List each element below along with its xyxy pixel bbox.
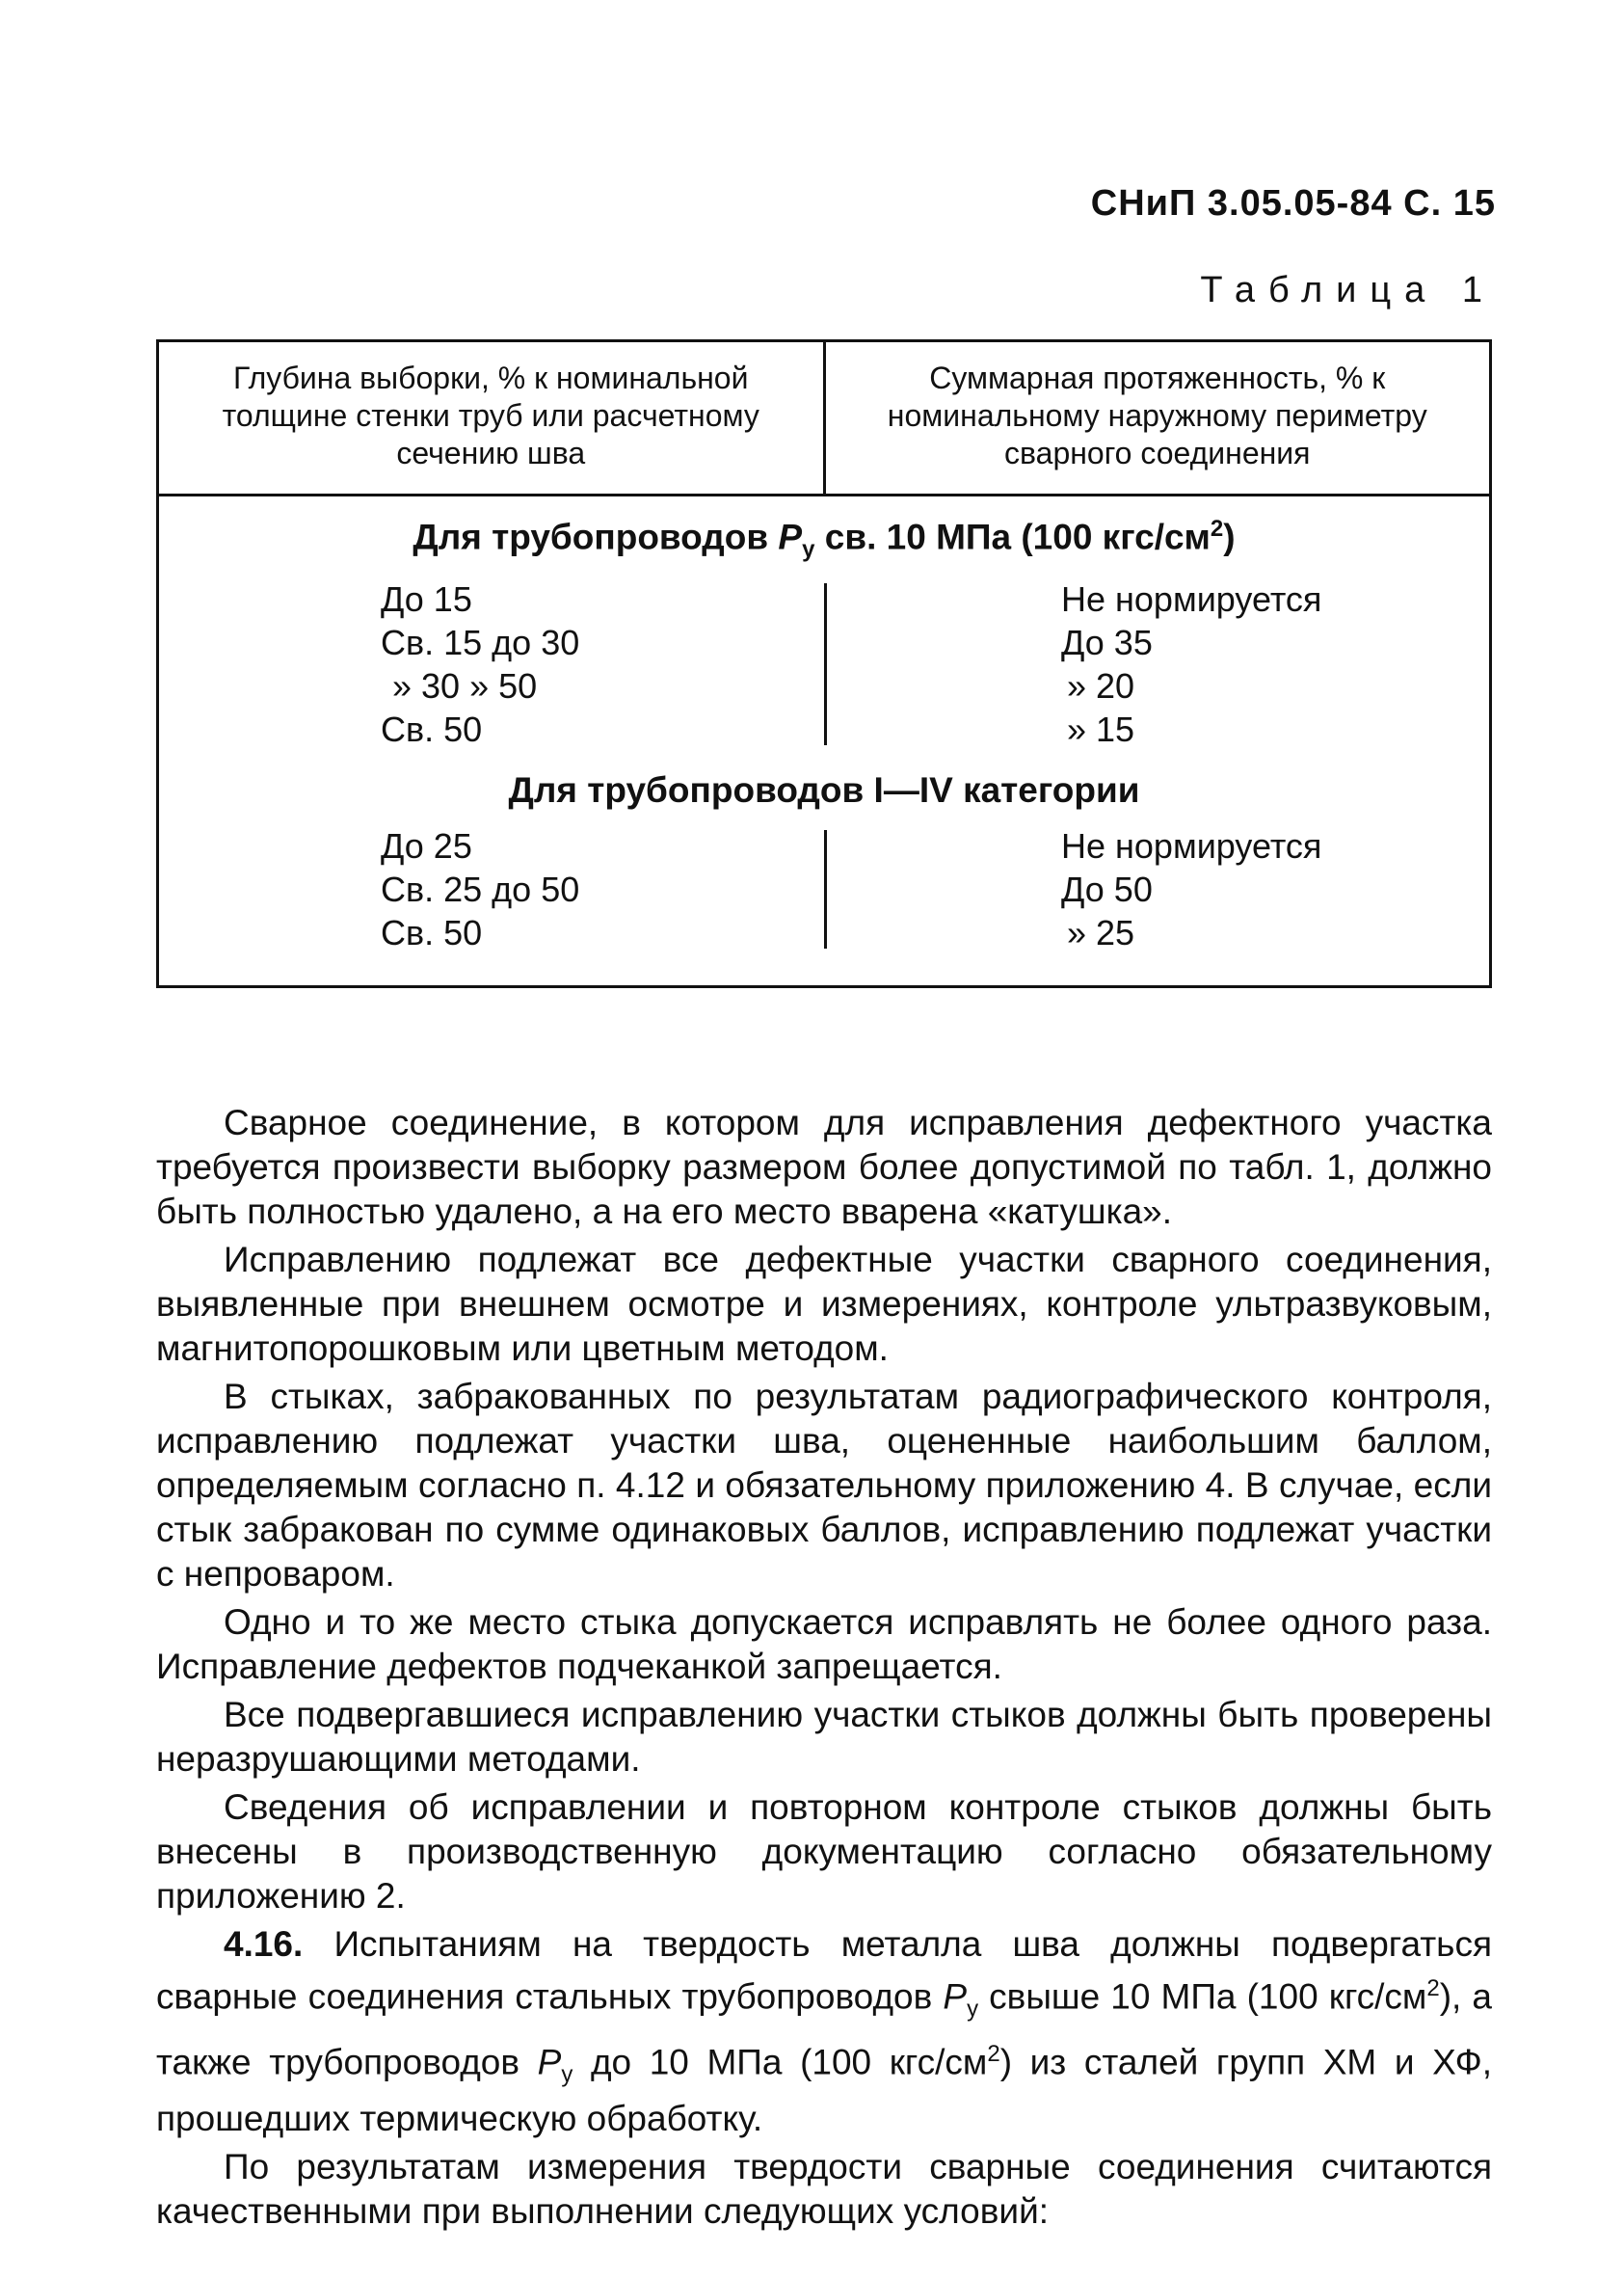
section-title-high-pressure: Для трубопроводов $P_у$ св. 10 МПа (100 кгс/$см^2$): [413, 516, 1236, 563]
paragraph: Одно и то же место стыка допускается исправлять не более одного раза. Исправление дефектов подчеканкой запрещается.: [156, 1602, 1492, 1686]
table-cell: » 15: [1067, 709, 1135, 749]
table-cell: До 15: [381, 578, 472, 619]
paragraph: Исправлению подлежат все дефектные участки сварного соединения, выявленные при внешнем осмотре и измерениях, контроле ультразвуковым, магнитопорошковым или цветным методом.: [156, 1240, 1492, 1368]
column-divider: [824, 830, 827, 949]
table-caption: Таблица 1: [1200, 270, 1496, 310]
section-rows-categories: [159, 824, 1489, 954]
paragraph-4-16: 4.16. Испытаниям на твердость металла шва должны подвергаться сварные соединения стальных трубопроводов $P_у$ свыше 10 МПа (100 кгс/$см^2$), а также трубопроводов $P_у$ до 10 МПа (100 кгс/$см^2$) из сталей групп ХМ и ХФ, прошедших термическую обработку.: [156, 1924, 1492, 2139]
table-cell: » 25: [1067, 912, 1135, 952]
page-header: СНиП 3.05.05-84 С. 15: [1090, 183, 1496, 224]
depth-column: [159, 824, 809, 954]
table-cell: До 25: [381, 825, 472, 866]
table-cell: Св. 50: [381, 912, 483, 952]
section-rows-high-pressure: [159, 577, 1489, 751]
length-column: [809, 824, 1489, 954]
table-cell: Св. 25 до 50: [381, 869, 580, 909]
defect-table: [156, 339, 1492, 988]
table-cell: Св. 50: [381, 709, 483, 749]
table-cell: » 30 » 50: [392, 665, 538, 706]
section-title-categories: Для трубопроводов I—IV категории: [508, 769, 1140, 810]
paragraph: Сварное соединение, в котором для исправления дефектного участка требуется произвести выборку размером более допустимой по табл. 1, должно быть полностью удалено, а на его место вварена «катушка».: [156, 1103, 1492, 1231]
length-column: [809, 577, 1489, 751]
body-text: [156, 1101, 1492, 2238]
table-cell: Не нормируется: [1061, 825, 1322, 866]
paragraph: Все подвергавшиеся исправлению участки стыков должны быть проверены неразрушающими методами.: [156, 1695, 1492, 1779]
table-cell: » 20: [1067, 665, 1135, 706]
depth-column: [159, 577, 809, 751]
table-cell: До 50: [1061, 869, 1153, 909]
paragraph: Сведения об исправлении и повторном контроле стыков должны быть внесены в производственную документацию согласно обязательному приложению 2.: [156, 1787, 1492, 1916]
column-header-depth: Глубина выборки, % к номинальной толщине стенки труб или расчетному сечению шва: [222, 361, 759, 470]
table-cell: До 35: [1061, 622, 1153, 662]
paragraph: По результатам измерения твердости сварные соединения считаются качественными при выполнении следующих условий:: [156, 2147, 1492, 2232]
column-header-length: Суммарная протяженность, % к номинальному наружному периметру сварного соединения: [823, 342, 1490, 494]
paragraph: В стыках, забракованных по результатам радиографического контроля, исправлению подлежат участки шва, оцененные наибольшим баллом, определяемым согласно п. 4.12 и обязательному приложению 4. В случае, если стык забракован по сумме одинаковых баллов, исправлению подлежат участки с непроваром.: [156, 1377, 1492, 1594]
table-cell: Не нормируется: [1061, 578, 1322, 619]
clause-number: 4.16.: [224, 1924, 304, 1964]
column-divider: [824, 583, 827, 745]
table-header-row: [159, 342, 1489, 496]
table-cell: Св. 15 до 30: [381, 622, 580, 662]
